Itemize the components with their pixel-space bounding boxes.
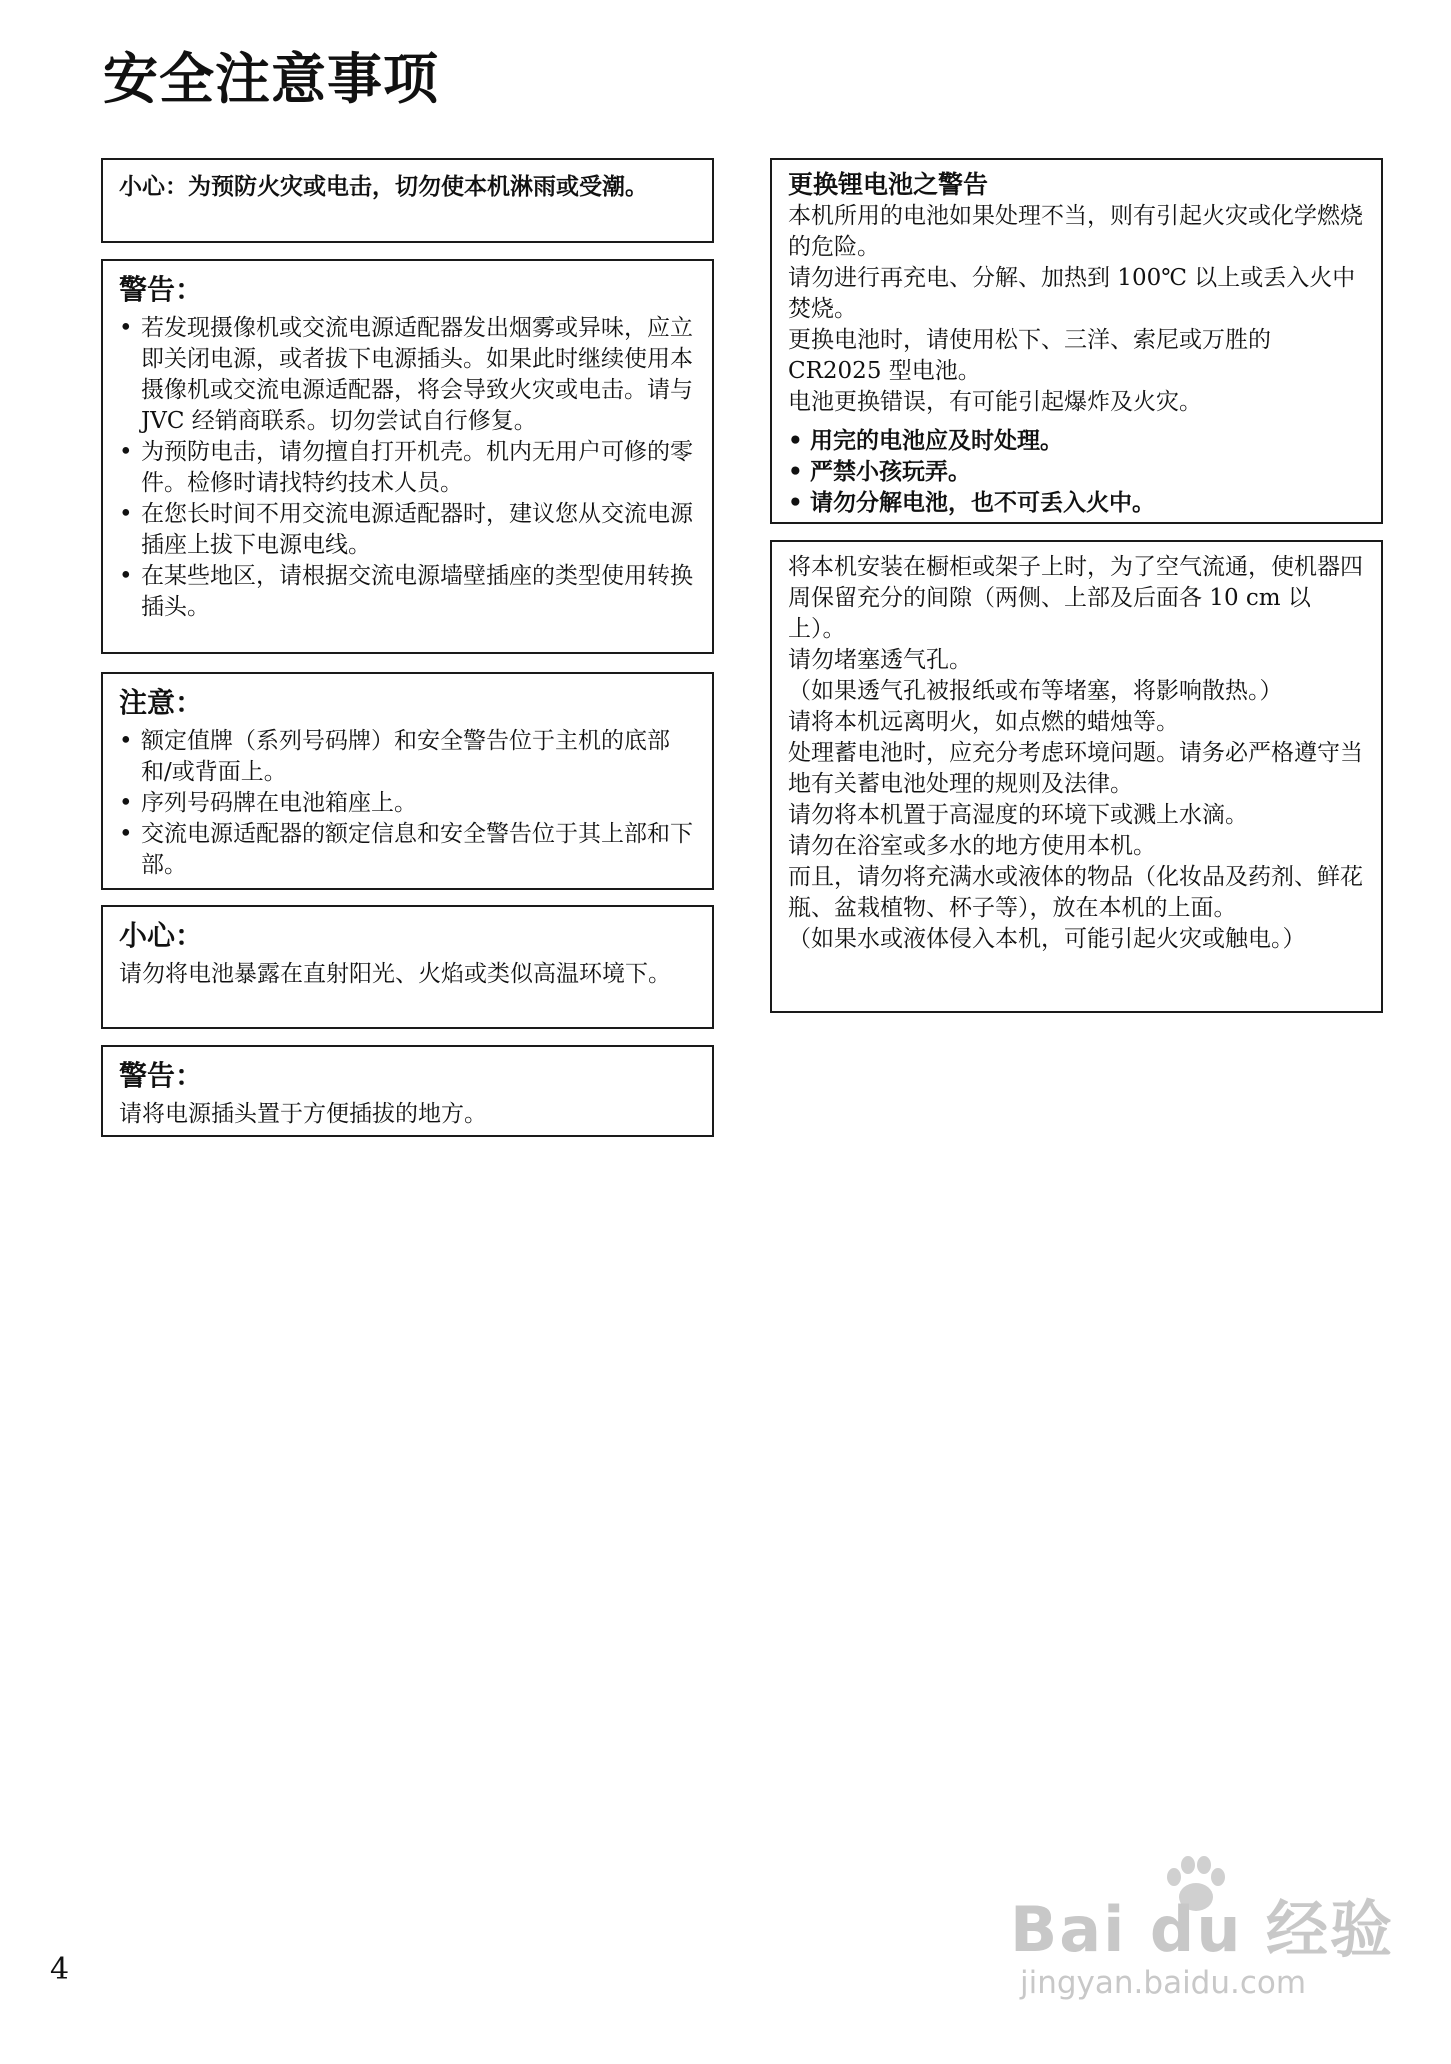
caution-rain-box	[101, 158, 714, 243]
battery-item: • 严禁小孩玩弄。	[788, 457, 1367, 488]
bullet-icon: •	[119, 563, 133, 589]
bullet-icon: •	[788, 490, 803, 516]
notice-item: • 额定值牌（系列号码牌）和安全警告位于主机的底部和/或背面上。	[119, 728, 670, 785]
warning-plug-text: 请将电源插头置于方便插拔的地方。	[119, 1101, 487, 1127]
bullet-icon: •	[119, 315, 133, 341]
caution-battery-heading: 小心：	[119, 919, 204, 952]
notice-item: • 交流电源适配器的额定信息和安全警告位于其上部和下部。	[119, 821, 693, 878]
watermark-url: jingyan.baidu.com	[1020, 1965, 1307, 2001]
bullet-icon: •	[119, 821, 133, 847]
bullet-icon: •	[119, 790, 133, 816]
install-paragraph: 请勿堵塞透气孔。	[788, 647, 972, 673]
page-number: 4	[50, 1952, 70, 1987]
bullet-icon: •	[788, 459, 803, 485]
battery-item: • 请勿分解电池，也不可丢入火中。	[788, 488, 1367, 519]
bullet-icon: •	[119, 501, 133, 527]
warning-item: • 在您长时间不用交流电源适配器时，建议您从交流电源插座上拔下电源电线。	[119, 501, 693, 558]
battery-paragraph: 请勿进行再充电、分解、加热到 100℃ 以上或丢入火中焚烧。	[788, 265, 1356, 322]
notice-box	[101, 672, 714, 890]
bullet-icon: •	[119, 728, 133, 754]
install-paragraph: 请勿在浴室或多水的地方使用本机。	[788, 833, 1156, 859]
battery-warning-heading: 更换锂电池之警告	[788, 170, 989, 199]
notice-list	[119, 726, 698, 881]
caution-battery-text: 请勿将电池暴露在直射阳光、火焰或类似高温环境下。	[119, 961, 671, 987]
battery-warning-box	[770, 158, 1383, 524]
warning-item: • 为预防电击，请勿擅自打开机壳。机内无用户可修的零件。检修时请找特约技术人员。	[119, 439, 693, 496]
battery-paragraph: 本机所用的电池如果处理不当，则有引起火灾或化学燃烧的危险。	[788, 203, 1363, 260]
installation-box	[770, 540, 1383, 1013]
install-paragraph: 请将本机远离明火，如点燃的蜡烛等。	[788, 709, 1179, 735]
install-paragraph: （如果透气孔被报纸或布等堵塞，将影响散热。）	[788, 678, 1283, 704]
install-paragraph: 处理蓄电池时，应充分考虑环境问题。请务必严格遵守当地有关蓄电池处理的规则及法律。	[788, 740, 1363, 797]
warning-list	[119, 313, 698, 623]
warning-item: • 若发现摄像机或交流电源适配器发出烟雾或异味，应立即关闭电源，或者拔下电源插头。如果此时继续使用本摄像机或交流电源适配器，将会导致火灾或电击。请与 JVC 经销商联系。切勿尝试自行修复。	[119, 315, 693, 434]
warning-plug-box	[101, 1045, 714, 1137]
watermark-brand: Bai du 经验	[1010, 1893, 1395, 1966]
battery-list	[788, 426, 1367, 519]
warning-heading: 警告：	[119, 273, 204, 306]
notice-heading: 注意：	[119, 686, 204, 719]
battery-item: • 用完的电池应及时处理。	[788, 426, 1367, 457]
install-paragraph: （如果水或液体侵入本机，可能引起火灾或触电。）	[788, 926, 1306, 952]
bullet-icon: •	[788, 428, 803, 454]
battery-paragraph: 电池更换错误，有可能引起爆炸及火灾。	[788, 389, 1202, 415]
battery-paragraph: 更换电池时，请使用松下、三洋、索尼或万胜的 CR2025 型电池。	[788, 327, 1271, 384]
caution-rain-text: 小心：为预防火灾或电击，切勿使本机淋雨或受潮。	[119, 174, 648, 200]
warning-item: • 在某些地区，请根据交流电源墙壁插座的类型使用转换插头。	[119, 563, 693, 620]
install-paragraph: 请勿将本机置于高湿度的环境下或溅上水滴。	[788, 802, 1248, 828]
page-title: 安全注意事项	[103, 47, 440, 111]
warning-box	[101, 259, 714, 654]
install-paragraph: 将本机安装在橱柜或架子上时，为了空气流通，使机器四周保留充分的间隙（两侧、上部及后面各 10 cm 以上）。	[788, 554, 1363, 642]
notice-item: • 序列号码牌在电池箱座上。	[119, 788, 698, 819]
bullet-icon: •	[119, 439, 133, 465]
install-paragraph: 而且，请勿将充满水或液体的物品（化妆品及药剂、鲜花瓶、盆栽植物、杯子等），放在本机的上面。	[788, 864, 1363, 921]
baidu-watermark	[1010, 1855, 1395, 2005]
warning-plug-heading: 警告：	[119, 1059, 204, 1092]
caution-battery-box	[101, 905, 714, 1029]
